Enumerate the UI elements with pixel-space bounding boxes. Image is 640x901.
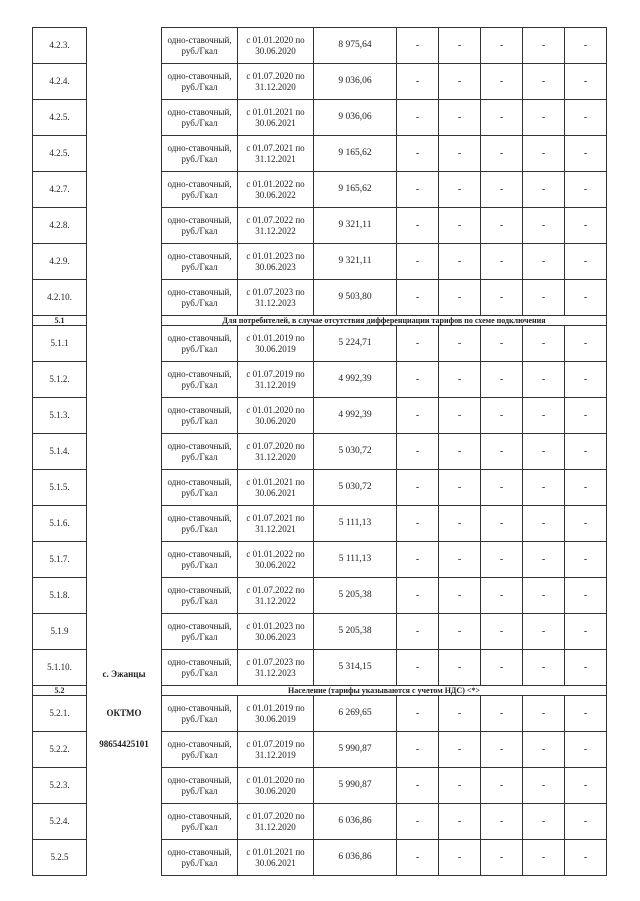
empty-cell-dash: -: [439, 172, 481, 208]
empty-cell-dash: -: [523, 732, 565, 768]
tariff-value: 4 992,39: [314, 362, 397, 398]
empty-cell-dash: -: [565, 768, 607, 804]
location-column-cell: [87, 100, 162, 136]
empty-cell-dash: -: [523, 804, 565, 840]
empty-cell-dash: -: [565, 542, 607, 578]
table-row: [33, 136, 607, 172]
location-column-cell: [87, 172, 162, 208]
row-number: 5.1.2.: [33, 362, 87, 398]
table-row: [33, 244, 607, 280]
row-number: 5.1.5.: [33, 470, 87, 506]
tariff-type: одно-ставочный, руб./Гкал: [162, 434, 238, 470]
empty-cell-dash: -: [565, 280, 607, 316]
empty-cell-dash: -: [481, 696, 523, 732]
tariff-value: 9 036,06: [314, 100, 397, 136]
empty-cell-dash: -: [397, 434, 439, 470]
empty-cell-dash: -: [481, 542, 523, 578]
tariff-type: одно-ставочный, руб./Гкал: [162, 732, 238, 768]
empty-cell-dash: -: [481, 244, 523, 280]
tariff-type: одно-ставочный, руб./Гкал: [162, 542, 238, 578]
tariff-value: 9 321,11: [314, 208, 397, 244]
section-header-row: [33, 316, 607, 326]
empty-cell-dash: -: [565, 28, 607, 64]
tariff-value: 5 111,13: [314, 542, 397, 578]
empty-cell-dash: -: [565, 470, 607, 506]
tariff-type: одно-ставочный, руб./Гкал: [162, 398, 238, 434]
tariff-period: с 01.01.2023 по 30.06.2023: [238, 244, 314, 280]
empty-cell-dash: -: [481, 506, 523, 542]
tariff-period: с 01.07.2019 по 31.12.2019: [238, 732, 314, 768]
empty-cell-dash: -: [439, 650, 481, 686]
tariff-type: одно-ставочный, руб./Гкал: [162, 208, 238, 244]
empty-cell-dash: -: [523, 650, 565, 686]
row-number: 4.2.5.: [33, 136, 87, 172]
tariff-value: 9 503,80: [314, 280, 397, 316]
empty-cell-dash: -: [481, 614, 523, 650]
empty-cell-dash: -: [397, 208, 439, 244]
empty-cell-dash: -: [397, 578, 439, 614]
empty-cell-dash: -: [397, 172, 439, 208]
empty-cell-dash: -: [439, 64, 481, 100]
tariff-period: с 01.01.2020 по 30.06.2020: [238, 28, 314, 64]
tariff-period: с 01.07.2023 по 31.12.2023: [238, 650, 314, 686]
empty-cell-dash: -: [439, 732, 481, 768]
empty-cell-dash: -: [565, 326, 607, 362]
tariff-type: одно-ставочный, руб./Гкал: [162, 136, 238, 172]
empty-cell-dash: -: [439, 470, 481, 506]
row-number: 4.2.8.: [33, 208, 87, 244]
empty-cell-dash: -: [439, 506, 481, 542]
empty-cell-dash: -: [523, 578, 565, 614]
row-number: 5.2.4.: [33, 804, 87, 840]
empty-cell-dash: -: [481, 136, 523, 172]
section-title: Для потребителей, в случае отсутствия дифференциации тарифов по схеме подключения: [162, 316, 607, 326]
empty-cell-dash: -: [565, 100, 607, 136]
section-title: Население (тарифы указываются с учетом НДС) <*>: [162, 686, 607, 696]
empty-cell-dash: -: [397, 100, 439, 136]
tariff-value: 5 111,13: [314, 506, 397, 542]
empty-cell-dash: -: [439, 208, 481, 244]
section-number: 5.2: [33, 686, 87, 696]
row-number: 5.1.4.: [33, 434, 87, 470]
tariff-period: с 01.01.2020 по 30.06.2020: [238, 768, 314, 804]
tariff-type: одно-ставочный, руб./Гкал: [162, 840, 238, 876]
empty-cell-dash: -: [397, 28, 439, 64]
row-number: 4.2.5.: [33, 100, 87, 136]
empty-cell-dash: -: [397, 840, 439, 876]
tariff-period: с 01.07.2021 по 31.12.2021: [238, 136, 314, 172]
row-number: 5.2.1.: [33, 696, 87, 732]
empty-cell-dash: -: [523, 64, 565, 100]
row-number: 5.1.3.: [33, 398, 87, 434]
row-number: 5.1.6.: [33, 506, 87, 542]
empty-cell-dash: -: [397, 650, 439, 686]
tariff-type: одно-ставочный, руб./Гкал: [162, 28, 238, 64]
tariff-period: с 01.07.2022 по 31.12.2022: [238, 578, 314, 614]
empty-cell-dash: -: [439, 840, 481, 876]
tariff-period: с 01.01.2023 по 30.06.2023: [238, 614, 314, 650]
empty-cell-dash: -: [523, 208, 565, 244]
tariff-table: [32, 27, 607, 876]
row-number: 5.1.7.: [33, 542, 87, 578]
tariff-value: 9 321,11: [314, 244, 397, 280]
table-row: [33, 100, 607, 136]
tariff-value: 5 030,72: [314, 434, 397, 470]
empty-cell-dash: -: [523, 434, 565, 470]
empty-cell-dash: -: [523, 506, 565, 542]
tariff-type: одно-ставочный, руб./Гкал: [162, 614, 238, 650]
empty-cell-dash: -: [523, 326, 565, 362]
tariff-type: одно-ставочный, руб./Гкал: [162, 172, 238, 208]
tariff-period: с 01.01.2021 по 30.06.2021: [238, 470, 314, 506]
empty-cell-dash: -: [397, 244, 439, 280]
empty-cell-dash: -: [397, 362, 439, 398]
oktmo-code: 98654425101: [99, 738, 149, 749]
row-number: 4.2.4.: [33, 64, 87, 100]
table-row: [33, 280, 607, 316]
empty-cell-dash: -: [481, 172, 523, 208]
tariff-period: с 01.07.2021 по 31.12.2021: [238, 506, 314, 542]
tariff-type: одно-ставочный, руб./Гкал: [162, 506, 238, 542]
tariff-period: с 01.01.2021 по 30.06.2021: [238, 840, 314, 876]
empty-cell-dash: -: [439, 244, 481, 280]
empty-cell-dash: -: [439, 542, 481, 578]
tariff-type: одно-ставочный, руб./Гкал: [162, 362, 238, 398]
empty-cell-dash: -: [439, 768, 481, 804]
tariff-period: с 01.07.2020 по 31.12.2020: [238, 804, 314, 840]
row-number: 5.1.10.: [33, 650, 87, 686]
empty-cell-dash: -: [397, 136, 439, 172]
row-number: 5.1.9: [33, 614, 87, 650]
location-column-cell: [87, 326, 162, 686]
empty-cell-dash: -: [481, 362, 523, 398]
empty-cell-dash: -: [481, 434, 523, 470]
empty-cell-dash: -: [481, 768, 523, 804]
empty-cell-dash: -: [523, 696, 565, 732]
tariff-period: с 01.07.2019 по 31.12.2019: [238, 362, 314, 398]
empty-cell-dash: -: [565, 398, 607, 434]
empty-cell-dash: -: [397, 398, 439, 434]
row-number: 5.1.1: [33, 326, 87, 362]
empty-cell-dash: -: [397, 326, 439, 362]
empty-cell-dash: -: [481, 804, 523, 840]
empty-cell-dash: -: [481, 208, 523, 244]
empty-cell-dash: -: [523, 542, 565, 578]
empty-cell-dash: -: [481, 64, 523, 100]
location-column-cell: [87, 316, 162, 326]
empty-cell-dash: -: [439, 136, 481, 172]
empty-cell-dash: -: [565, 578, 607, 614]
location-cell: [87, 668, 162, 876]
tariff-value: 5 990,87: [314, 768, 397, 804]
tariff-period: с 01.07.2023 по 31.12.2023: [238, 280, 314, 316]
location-column-cell: [87, 136, 162, 172]
empty-cell-dash: -: [523, 100, 565, 136]
tariff-period: с 01.01.2019 по 30.06.2019: [238, 326, 314, 362]
empty-cell-dash: -: [439, 614, 481, 650]
empty-cell-dash: -: [397, 696, 439, 732]
empty-cell-dash: -: [565, 362, 607, 398]
empty-cell-dash: -: [523, 244, 565, 280]
empty-cell-dash: -: [439, 362, 481, 398]
tariff-value: 6 269,65: [314, 696, 397, 732]
tariff-value: 5 205,38: [314, 614, 397, 650]
table-row: [33, 208, 607, 244]
empty-cell-dash: -: [565, 506, 607, 542]
tariff-period: с 01.07.2020 по 31.12.2020: [238, 64, 314, 100]
empty-cell-dash: -: [439, 398, 481, 434]
empty-cell-dash: -: [481, 100, 523, 136]
empty-cell-dash: -: [565, 840, 607, 876]
tariff-type: одно-ставочный, руб./Гкал: [162, 804, 238, 840]
row-number: 4.2.3.: [33, 28, 87, 64]
tariff-type: одно-ставочный, руб./Гкал: [162, 100, 238, 136]
empty-cell-dash: -: [481, 650, 523, 686]
empty-cell-dash: -: [439, 28, 481, 64]
tariff-value: 5 030,72: [314, 470, 397, 506]
row-number: 4.2.9.: [33, 244, 87, 280]
empty-cell-dash: -: [523, 768, 565, 804]
empty-cell-dash: -: [565, 172, 607, 208]
tariff-value: 5 990,87: [314, 732, 397, 768]
row-number: 4.2.10.: [33, 280, 87, 316]
tariff-period: с 01.01.2020 по 30.06.2020: [238, 398, 314, 434]
empty-cell-dash: -: [481, 326, 523, 362]
empty-cell-dash: -: [523, 398, 565, 434]
tariff-period: с 01.07.2022 по 31.12.2022: [238, 208, 314, 244]
empty-cell-dash: -: [481, 28, 523, 64]
empty-cell-dash: -: [481, 280, 523, 316]
location-column-cell: [87, 280, 162, 316]
location-column-cell: [87, 208, 162, 244]
empty-cell-dash: -: [565, 136, 607, 172]
table-row: [33, 172, 607, 208]
tariff-type: одно-ставочный, руб./Гкал: [162, 244, 238, 280]
empty-cell-dash: -: [523, 362, 565, 398]
tariff-value: 5 314,15: [314, 650, 397, 686]
tariff-value: 9 165,62: [314, 172, 397, 208]
tariff-period: с 01.07.2020 по 31.12.2020: [238, 434, 314, 470]
section-number: 5.1: [33, 316, 87, 326]
empty-cell-dash: -: [481, 398, 523, 434]
row-number: 5.2.5: [33, 840, 87, 876]
empty-cell-dash: -: [439, 696, 481, 732]
empty-cell-dash: -: [565, 64, 607, 100]
tariff-type: одно-ставочный, руб./Гкал: [162, 696, 238, 732]
tariff-period: с 01.01.2022 по 30.06.2022: [238, 172, 314, 208]
tariff-type: одно-ставочный, руб./Гкал: [162, 650, 238, 686]
tariff-period: с 01.01.2022 по 30.06.2022: [238, 542, 314, 578]
row-number: 5.2.3.: [33, 768, 87, 804]
empty-cell-dash: -: [523, 280, 565, 316]
empty-cell-dash: -: [565, 696, 607, 732]
empty-cell-dash: -: [565, 244, 607, 280]
empty-cell-dash: -: [523, 136, 565, 172]
empty-cell-dash: -: [439, 280, 481, 316]
tariff-type: одно-ставочный, руб./Гкал: [162, 280, 238, 316]
tariff-value: 5 224,71: [314, 326, 397, 362]
empty-cell-dash: -: [565, 208, 607, 244]
empty-cell-dash: -: [397, 804, 439, 840]
oktmo-label: ОКТМО: [106, 707, 142, 718]
row-number: 4.2.7.: [33, 172, 87, 208]
empty-cell-dash: -: [523, 840, 565, 876]
empty-cell-dash: -: [397, 470, 439, 506]
tariff-value: 9 165,62: [314, 136, 397, 172]
tariff-type: одно-ставочный, руб./Гкал: [162, 64, 238, 100]
location-name: с. Эжанцы: [102, 668, 146, 679]
empty-cell-dash: -: [439, 434, 481, 470]
tariff-type: одно-ставочный, руб./Гкал: [162, 578, 238, 614]
empty-cell-dash: -: [523, 172, 565, 208]
empty-cell-dash: -: [397, 542, 439, 578]
location-column-cell: [87, 28, 162, 64]
empty-cell-dash: -: [481, 470, 523, 506]
table-row: [33, 326, 607, 362]
row-number: 5.1.8.: [33, 578, 87, 614]
tariff-value: 5 205,38: [314, 578, 397, 614]
tariff-value: 8 975,64: [314, 28, 397, 64]
tariff-value: 6 036,86: [314, 804, 397, 840]
empty-cell-dash: -: [523, 614, 565, 650]
empty-cell-dash: -: [481, 732, 523, 768]
empty-cell-dash: -: [397, 732, 439, 768]
table-row: [33, 64, 607, 100]
empty-cell-dash: -: [523, 470, 565, 506]
location-column-cell: [87, 64, 162, 100]
empty-cell-dash: -: [397, 506, 439, 542]
empty-cell-dash: -: [565, 732, 607, 768]
empty-cell-dash: -: [481, 840, 523, 876]
section-header-row: [33, 686, 607, 696]
empty-cell-dash: -: [523, 28, 565, 64]
empty-cell-dash: -: [565, 434, 607, 470]
empty-cell-dash: -: [439, 326, 481, 362]
empty-cell-dash: -: [397, 768, 439, 804]
empty-cell-dash: -: [439, 804, 481, 840]
table-row: [33, 28, 607, 64]
empty-cell-dash: -: [565, 614, 607, 650]
location-column-cell: [87, 244, 162, 280]
tariff-value: 4 992,39: [314, 398, 397, 434]
tariff-type: одно-ставочный, руб./Гкал: [162, 768, 238, 804]
empty-cell-dash: -: [565, 650, 607, 686]
empty-cell-dash: -: [439, 578, 481, 614]
tariff-period: с 01.01.2019 по 30.06.2019: [238, 696, 314, 732]
empty-cell-dash: -: [481, 578, 523, 614]
empty-cell-dash: -: [397, 614, 439, 650]
tariff-value: 9 036,06: [314, 64, 397, 100]
tariff-value: 6 036,86: [314, 840, 397, 876]
tariff-type: одно-ставочный, руб./Гкал: [162, 470, 238, 506]
empty-cell-dash: -: [397, 64, 439, 100]
empty-cell-dash: -: [397, 280, 439, 316]
tariff-period: с 01.01.2021 по 30.06.2021: [238, 100, 314, 136]
empty-cell-dash: -: [565, 804, 607, 840]
empty-cell-dash: -: [439, 100, 481, 136]
tariff-type: одно-ставочный, руб./Гкал: [162, 326, 238, 362]
row-number: 5.2.2.: [33, 732, 87, 768]
